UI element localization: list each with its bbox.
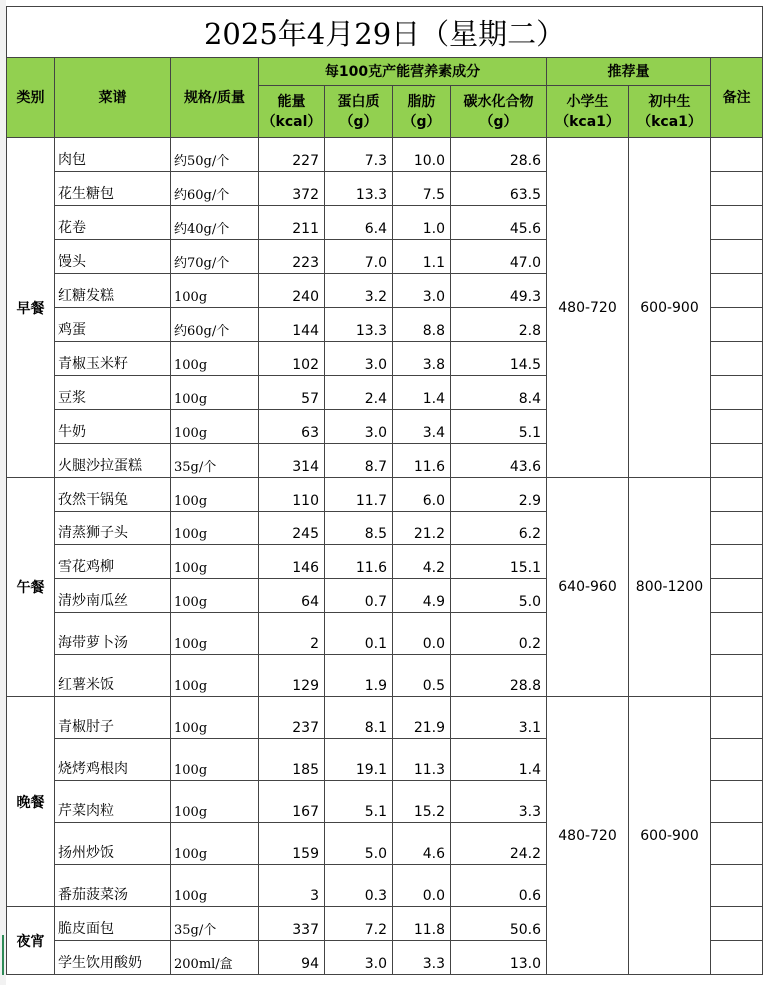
dish-name: 豆浆: [55, 376, 171, 410]
protein-value: 11.7: [325, 478, 393, 512]
dish-name: 青椒肘子: [55, 697, 171, 739]
remark-cell[interactable]: [711, 613, 763, 655]
dish-name: 肉包: [55, 138, 171, 172]
remark-cell[interactable]: [711, 823, 763, 865]
carb-value: 50.6: [451, 907, 547, 941]
dish-spec: 100g: [171, 655, 259, 697]
remark-cell[interactable]: [711, 941, 763, 975]
fat-value: 4.6: [393, 823, 451, 865]
header-primary: [547, 86, 629, 138]
energy-value: 240: [259, 274, 325, 308]
carb-value: 8.4: [451, 376, 547, 410]
dish-spec: 100g: [171, 478, 259, 512]
fat-value: 3.3: [393, 941, 451, 975]
protein-value: 0.1: [325, 613, 393, 655]
energy-value: 211: [259, 206, 325, 240]
header-fat-label: 脂肪: [407, 93, 436, 110]
energy-value: 63: [259, 410, 325, 444]
protein-value: 5.1: [325, 781, 393, 823]
dish-name: 孜然干锅兔: [55, 478, 171, 512]
fat-value: 10.0: [393, 138, 451, 172]
edge-marker: [2, 935, 4, 975]
energy-value: 146: [259, 545, 325, 579]
dish-spec: 约70g/个: [171, 240, 259, 274]
fat-value: 11.6: [393, 444, 451, 478]
energy-value: 102: [259, 342, 325, 376]
meal-category: 夜宵: [7, 907, 55, 975]
energy-value: 245: [259, 512, 325, 545]
dish-name: 烧烤鸡根肉: [55, 739, 171, 781]
header-energy-unit: （kcal）: [261, 113, 322, 130]
dish-spec: 35g/个: [171, 444, 259, 478]
header-remark: 备注: [711, 58, 763, 138]
protein-value: 3.0: [325, 941, 393, 975]
protein-value: 13.3: [325, 308, 393, 342]
dish-name: 牛奶: [55, 410, 171, 444]
remark-cell[interactable]: [711, 781, 763, 823]
energy-value: 110: [259, 478, 325, 512]
remark-cell[interactable]: [711, 376, 763, 410]
dish-spec: 100g: [171, 739, 259, 781]
dish-name: 火腿沙拉蛋糕: [55, 444, 171, 478]
fat-value: 3.0: [393, 274, 451, 308]
fat-value: 0.0: [393, 613, 451, 655]
protein-value: 19.1: [325, 739, 393, 781]
dish-name: 花卷: [55, 206, 171, 240]
remark-cell[interactable]: [711, 865, 763, 907]
fat-value: 4.2: [393, 545, 451, 579]
fat-value: 21.2: [393, 512, 451, 545]
header-carb-unit: （g）: [479, 113, 518, 130]
carb-value: 28.6: [451, 138, 547, 172]
protein-value: 0.7: [325, 579, 393, 613]
dish-name: 雪花鸡柳: [55, 545, 171, 579]
remark-cell[interactable]: [711, 545, 763, 579]
header-middle-label: 初中生: [648, 93, 691, 110]
dish-name: 鸡蛋: [55, 308, 171, 342]
dish-spec: 100g: [171, 545, 259, 579]
remark-cell[interactable]: [711, 274, 763, 308]
dish-name: 扬州炒饭: [55, 823, 171, 865]
remark-cell[interactable]: [711, 579, 763, 613]
carb-value: 2.9: [451, 478, 547, 512]
carb-value: 45.6: [451, 206, 547, 240]
protein-value: 7.2: [325, 907, 393, 941]
fat-value: 8.8: [393, 308, 451, 342]
remark-cell[interactable]: [711, 342, 763, 376]
primary-recommend: 640-960: [547, 478, 629, 697]
energy-value: 144: [259, 308, 325, 342]
energy-value: 237: [259, 697, 325, 739]
dish-name: 青椒玉米籽: [55, 342, 171, 376]
carb-value: 28.8: [451, 655, 547, 697]
dish-name: 花生糖包: [55, 172, 171, 206]
protein-value: 6.4: [325, 206, 393, 240]
dish-name: 红薯米饭: [55, 655, 171, 697]
dish-spec: 约50g/个: [171, 138, 259, 172]
energy-value: 64: [259, 579, 325, 613]
dish-name: 脆皮面包: [55, 907, 171, 941]
header-recommend-group: 推荐量: [547, 58, 711, 86]
protein-value: 5.0: [325, 823, 393, 865]
dish-spec: 100g: [171, 613, 259, 655]
energy-value: 159: [259, 823, 325, 865]
middle-recommend: 600-900: [629, 697, 711, 975]
carb-value: 49.3: [451, 274, 547, 308]
fat-value: 7.5: [393, 172, 451, 206]
dish-spec: 约40g/个: [171, 206, 259, 240]
spreadsheet: [6, 6, 762, 975]
fat-value: 6.0: [393, 478, 451, 512]
carb-value: 63.5: [451, 172, 547, 206]
protein-value: 8.7: [325, 444, 393, 478]
dish-name: 学生饮用酸奶: [55, 941, 171, 975]
dish-spec: 100g: [171, 823, 259, 865]
dish-name: 番茄菠菜汤: [55, 865, 171, 907]
energy-value: 227: [259, 138, 325, 172]
energy-value: 129: [259, 655, 325, 697]
carb-value: 15.1: [451, 545, 547, 579]
header-fat-unit: （g）: [402, 113, 441, 130]
dish-spec: 35g/个: [171, 907, 259, 941]
dish-name: 海带萝卜汤: [55, 613, 171, 655]
protein-value: 11.6: [325, 545, 393, 579]
remark-cell[interactable]: [711, 697, 763, 739]
fat-value: 11.3: [393, 739, 451, 781]
carb-value: 0.2: [451, 613, 547, 655]
remark-cell[interactable]: [711, 206, 763, 240]
carb-value: 0.6: [451, 865, 547, 907]
remark-cell[interactable]: [711, 444, 763, 478]
header-protein-unit: （g）: [339, 113, 378, 130]
protein-value: 1.9: [325, 655, 393, 697]
carb-value: 2.8: [451, 308, 547, 342]
dish-name: 馒头: [55, 240, 171, 274]
fat-value: 21.9: [393, 697, 451, 739]
energy-value: 3: [259, 865, 325, 907]
remark-cell[interactable]: [711, 240, 763, 274]
dish-name: 芹菜肉粒: [55, 781, 171, 823]
header-energy-label: 能量: [277, 93, 306, 110]
middle-recommend: 600-900: [629, 138, 711, 478]
meal-category: 午餐: [7, 478, 55, 697]
energy-value: 223: [259, 240, 325, 274]
meal-category: 早餐: [7, 138, 55, 478]
carb-value: 5.1: [451, 410, 547, 444]
dish-spec: 100g: [171, 512, 259, 545]
fat-value: 3.8: [393, 342, 451, 376]
fat-value: 3.4: [393, 410, 451, 444]
dish-spec: 200ml/盒: [171, 941, 259, 975]
carb-value: 43.6: [451, 444, 547, 478]
header-spec: 规格/质量: [171, 58, 259, 138]
carb-value: 3.1: [451, 697, 547, 739]
remark-cell[interactable]: [711, 172, 763, 206]
energy-value: 372: [259, 172, 325, 206]
primary-recommend: 480-720: [547, 697, 629, 975]
dish-spec: 100g: [171, 579, 259, 613]
dish-spec: 100g: [171, 865, 259, 907]
energy-value: 314: [259, 444, 325, 478]
carb-value: 6.2: [451, 512, 547, 545]
header-nutrition-group: 每100克产能营养素成分: [259, 58, 547, 86]
energy-value: 94: [259, 941, 325, 975]
protein-value: 7.0: [325, 240, 393, 274]
fat-value: 4.9: [393, 579, 451, 613]
dish-spec: 约60g/个: [171, 308, 259, 342]
energy-value: 2: [259, 613, 325, 655]
remark-cell[interactable]: [711, 138, 763, 172]
carb-value: 47.0: [451, 240, 547, 274]
protein-value: 0.3: [325, 865, 393, 907]
carb-value: 3.3: [451, 781, 547, 823]
remark-cell[interactable]: [711, 512, 763, 545]
protein-value: 3.2: [325, 274, 393, 308]
meal-category: 晚餐: [7, 697, 55, 907]
dish-spec: 100g: [171, 781, 259, 823]
remark-cell[interactable]: [711, 478, 763, 512]
dish-name: 清炒南瓜丝: [55, 579, 171, 613]
protein-value: 2.4: [325, 376, 393, 410]
header-energy: [259, 86, 325, 138]
dish-spec: 100g: [171, 410, 259, 444]
remark-cell[interactable]: [711, 739, 763, 781]
header-fat: [393, 86, 451, 138]
carb-value: 5.0: [451, 579, 547, 613]
energy-value: 167: [259, 781, 325, 823]
protein-value: 8.5: [325, 512, 393, 545]
fat-value: 11.8: [393, 907, 451, 941]
fat-value: 1.4: [393, 376, 451, 410]
protein-value: 7.3: [325, 138, 393, 172]
fat-value: 1.0: [393, 206, 451, 240]
nutrition-table: [6, 6, 763, 975]
header-middle-unit: （kca1）: [637, 113, 702, 130]
dish-name: 红糖发糕: [55, 274, 171, 308]
dish-spec: 约60g/个: [171, 172, 259, 206]
header-carb: [451, 86, 547, 138]
fat-value: 1.1: [393, 240, 451, 274]
dish-spec: 100g: [171, 376, 259, 410]
dish-name: 清蒸狮子头: [55, 512, 171, 545]
remark-cell[interactable]: [711, 308, 763, 342]
dish-spec: 100g: [171, 697, 259, 739]
dish-spec: 100g: [171, 274, 259, 308]
energy-value: 57: [259, 376, 325, 410]
header-protein: [325, 86, 393, 138]
carb-value: 14.5: [451, 342, 547, 376]
remark-cell[interactable]: [711, 655, 763, 697]
header-dish: 菜谱: [55, 58, 171, 138]
header-primary-label: 小学生: [566, 93, 609, 110]
remark-cell[interactable]: [711, 907, 763, 941]
fat-value: 0.0: [393, 865, 451, 907]
protein-value: 3.0: [325, 342, 393, 376]
header-protein-label: 蛋白质: [337, 93, 380, 110]
header-primary-unit: （kca1）: [555, 113, 620, 130]
protein-value: 13.3: [325, 172, 393, 206]
protein-value: 8.1: [325, 697, 393, 739]
header-category: 类别: [7, 58, 55, 138]
fat-value: 0.5: [393, 655, 451, 697]
carb-value: 13.0: [451, 941, 547, 975]
remark-cell[interactable]: [711, 410, 763, 444]
protein-value: 3.0: [325, 410, 393, 444]
energy-value: 185: [259, 739, 325, 781]
fat-value: 15.2: [393, 781, 451, 823]
dish-spec: 100g: [171, 342, 259, 376]
header-carb-label: 碳水化合物: [463, 93, 534, 110]
carb-value: 1.4: [451, 739, 547, 781]
primary-recommend: 480-720: [547, 138, 629, 478]
energy-value: 337: [259, 907, 325, 941]
header-middle: [629, 86, 711, 138]
middle-recommend: 800-1200: [629, 478, 711, 697]
carb-value: 24.2: [451, 823, 547, 865]
page-title: 2025年4月29日（星期二）: [7, 7, 763, 58]
